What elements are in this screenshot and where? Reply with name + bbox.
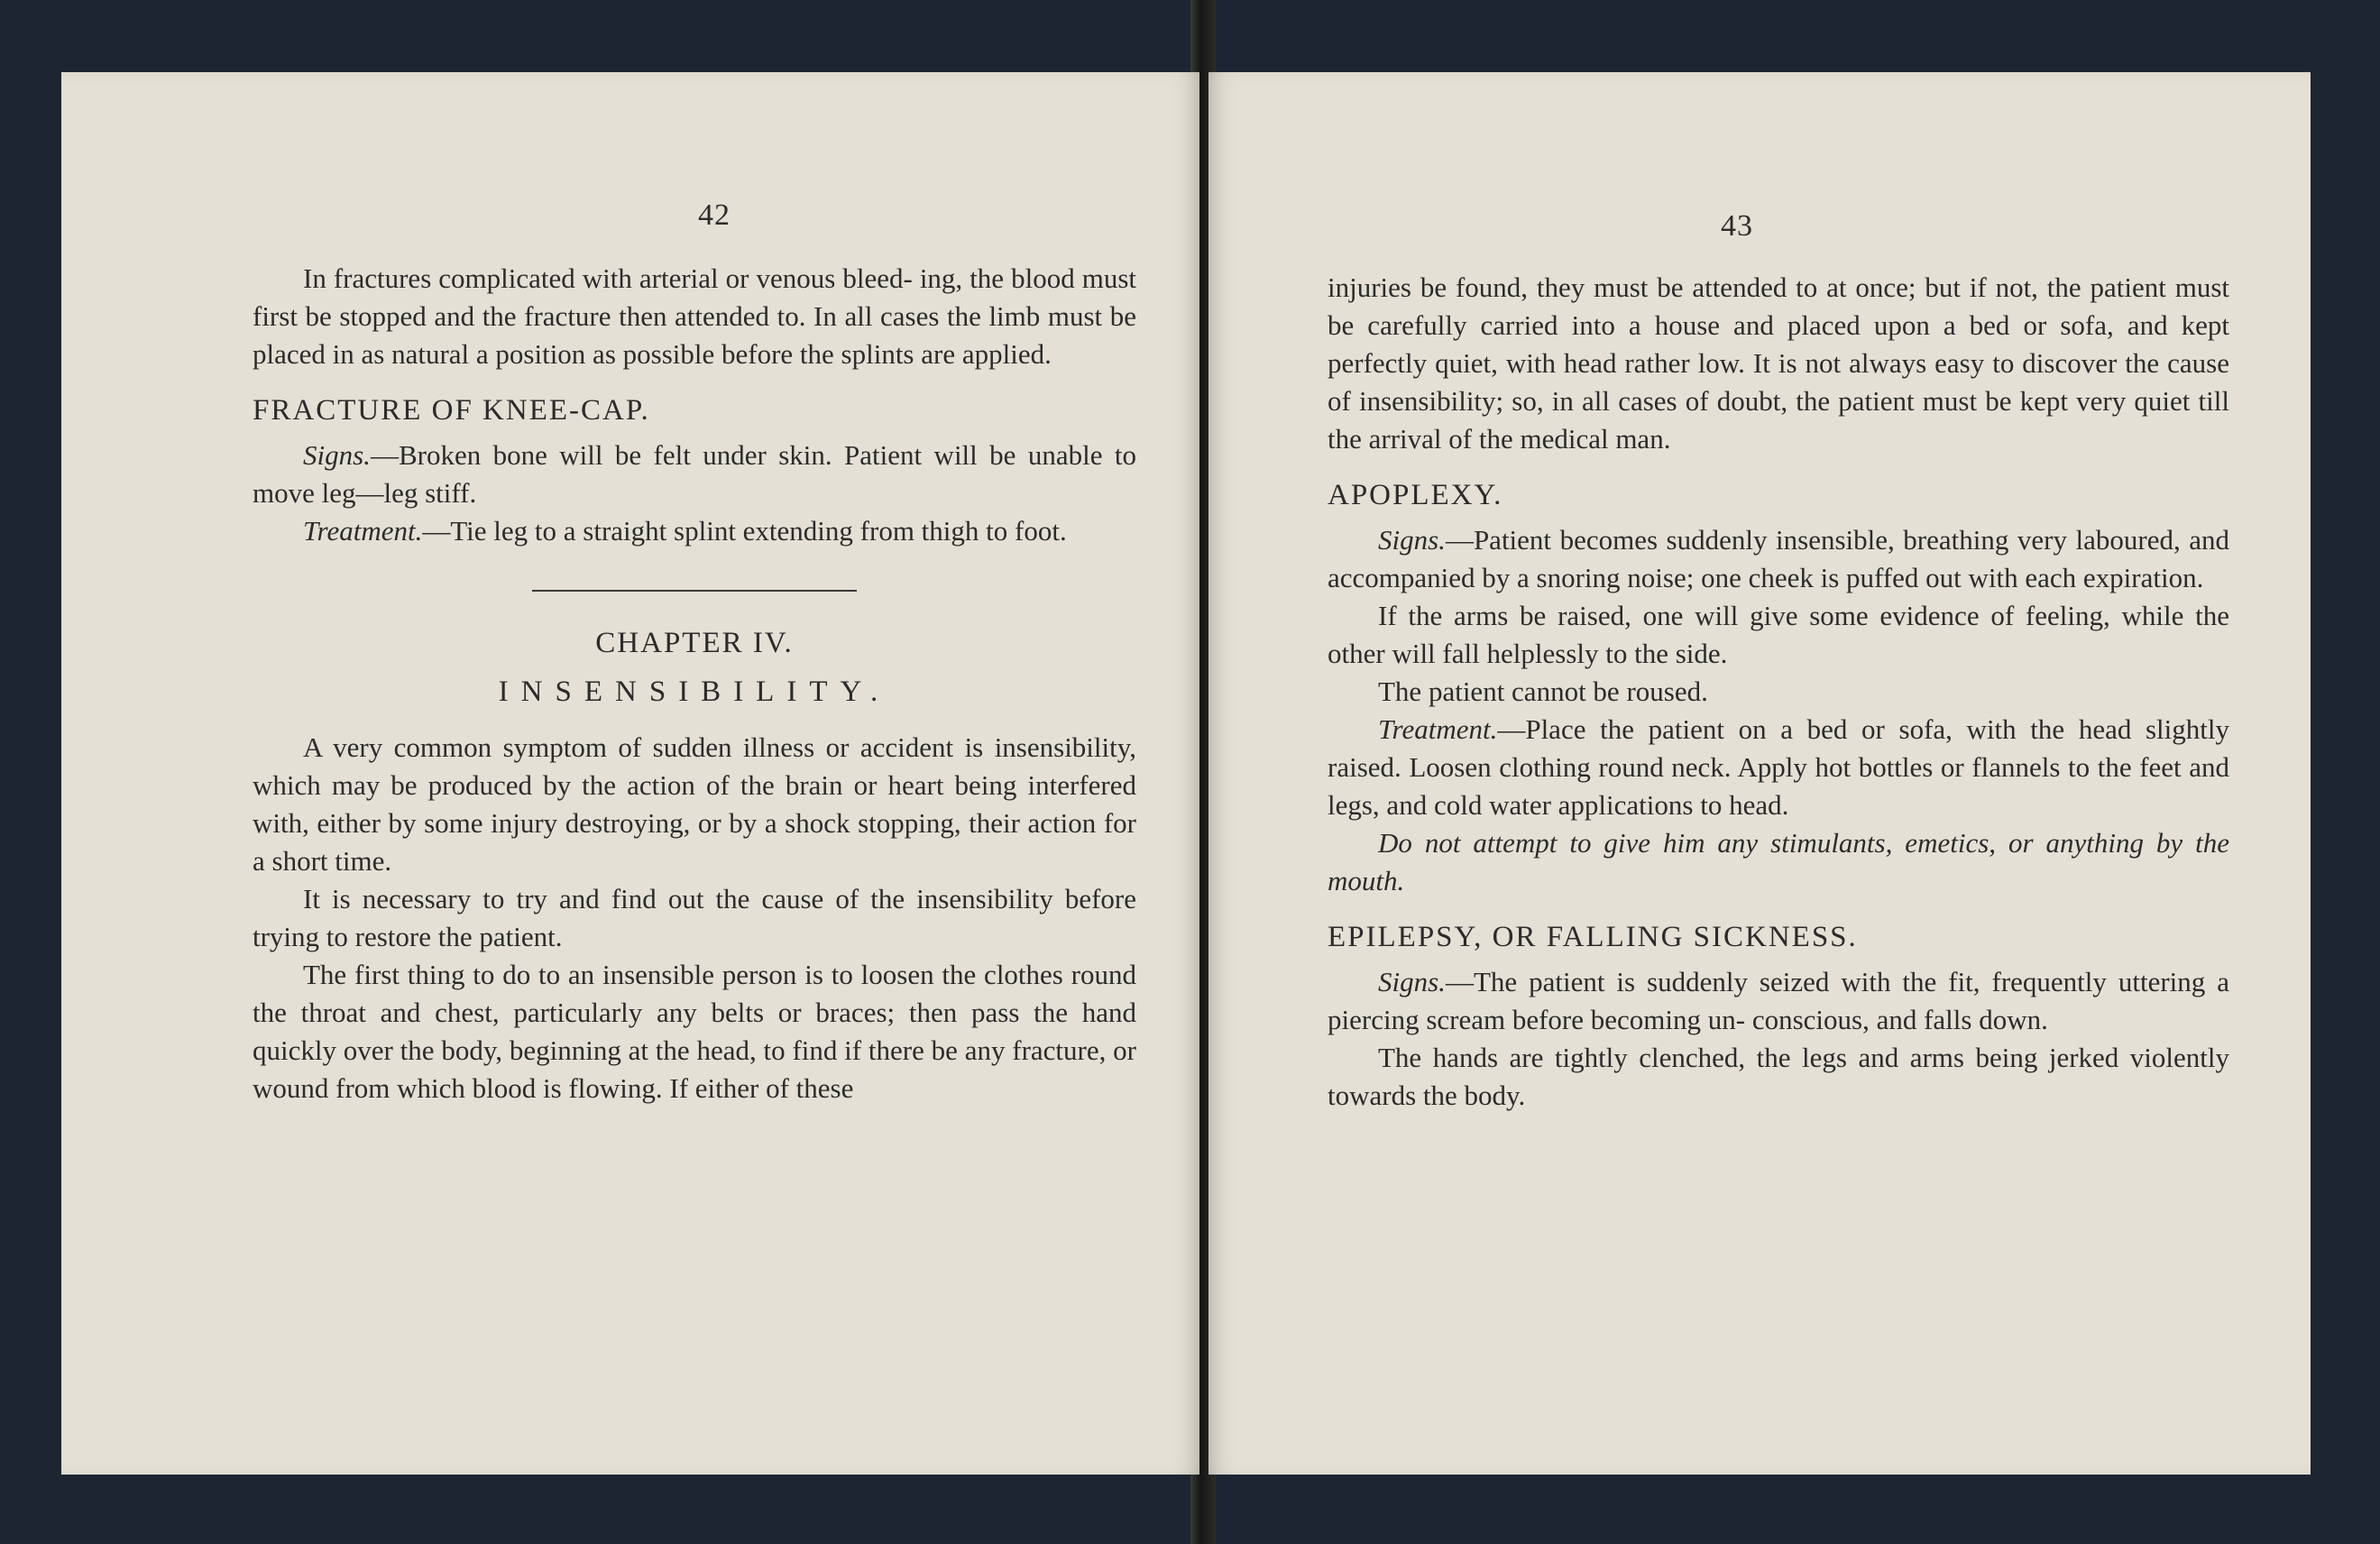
left-page	[61, 72, 1199, 1475]
section-heading: FRACTURE OF KNEE-CAP.	[253, 394, 650, 427]
signs-text: —Patient becomes suddenly insensible, breathing very laboured, and accompanied by a snoring noise; one cheek is puffed out with each expiration.	[1328, 524, 2229, 593]
treatment-text: —Tie leg to a straight splint extending from thigh to foot.	[422, 515, 1067, 547]
treatment-paragraph	[253, 512, 1136, 550]
chapter-title: INSENSIBILITY.	[498, 676, 891, 708]
signs-paragraph	[1328, 521, 2229, 597]
signs-text: —Broken bone will be felt under skin. Patient will be unable to move leg—leg stiff.	[253, 439, 1136, 509]
left-page-text	[253, 260, 1136, 1107]
treatment-label: Treatment.	[303, 515, 423, 547]
right-page-text	[1328, 269, 2229, 1115]
section-heading: APOPLEXY.	[1328, 479, 1503, 511]
right-page	[1208, 72, 2311, 1475]
divider-rule	[532, 590, 857, 592]
chapter-heading: CHAPTER IV.	[595, 627, 794, 659]
section-heading: EPILEPSY, OR FALLING SICKNESS.	[1328, 921, 1858, 953]
paragraph: A very common symptom of sudden illness or accident is insensibility, which may be produced by the action of the brain or heart being interfered with, either by some injury destroying, or by a shock stopping, their action for a short time.	[253, 731, 1136, 877]
paragraph: It is necessary to try and find out the cause of the insensibility before trying to restore the patient.	[253, 883, 1136, 952]
signs-label: Signs.	[303, 439, 371, 471]
paragraph: The first thing to do to an insensible person is to loosen the clothes round the throat and chest, particularly any belts or braces; then pass the hand quickly over the body, beginning at the head, to find if there be any fracture, or wound from which blood is flowing. If either of these	[253, 959, 1136, 1104]
paragraph: injuries be found, they must be attended to at once; but if not, the patient must be carefully carried into a house and placed upon a bed or sofa, and kept perfectly quiet, with head rather low. It is not always easy to discover the cause of insensibility; so, in all cases of doubt, the patient must be kept very quiet till the arrival of the medical man.	[1328, 271, 2229, 455]
signs-paragraph	[253, 437, 1136, 512]
signs-paragraph	[1328, 963, 2229, 1039]
warning-paragraph	[1328, 824, 2229, 900]
treatment-label: Treatment.	[1378, 713, 1498, 745]
page-number: 42	[698, 198, 731, 232]
treatment-paragraph	[1328, 711, 2229, 824]
warning-text: Do not attempt to give him any stimulants, emetics, or anything by the mouth.	[1328, 827, 2229, 896]
page-number: 43	[1721, 209, 1753, 243]
signs-label: Signs.	[1378, 966, 1446, 997]
signs-text: —The patient is suddenly seized with the fit, frequently uttering a piercing scream before becoming un- conscious, and falls down.	[1328, 966, 2229, 1035]
paragraph: The hands are tightly clenched, the legs and arms being jerked violently towards the body.	[1328, 1042, 2229, 1111]
paragraph: The patient cannot be roused.	[1378, 676, 1708, 707]
signs-label: Signs.	[1378, 524, 1446, 556]
paragraph: If the arms be raised, one will give some evidence of feeling, while the other will fall helplessly to the side.	[1328, 600, 2229, 669]
paragraph: In fractures complicated with arterial or venous bleed- ing, the blood must first be stopped and the fracture then attended to. In all cases the limb must be placed in as natural a position as possible before the splints are applied.	[253, 262, 1136, 370]
treatment-text: —Place the patient on a bed or sofa, with the head slightly raised. Loosen clothing round neck. Apply hot bottles or flannels to the feet and legs, and cold water applications to head.	[1328, 713, 2229, 821]
